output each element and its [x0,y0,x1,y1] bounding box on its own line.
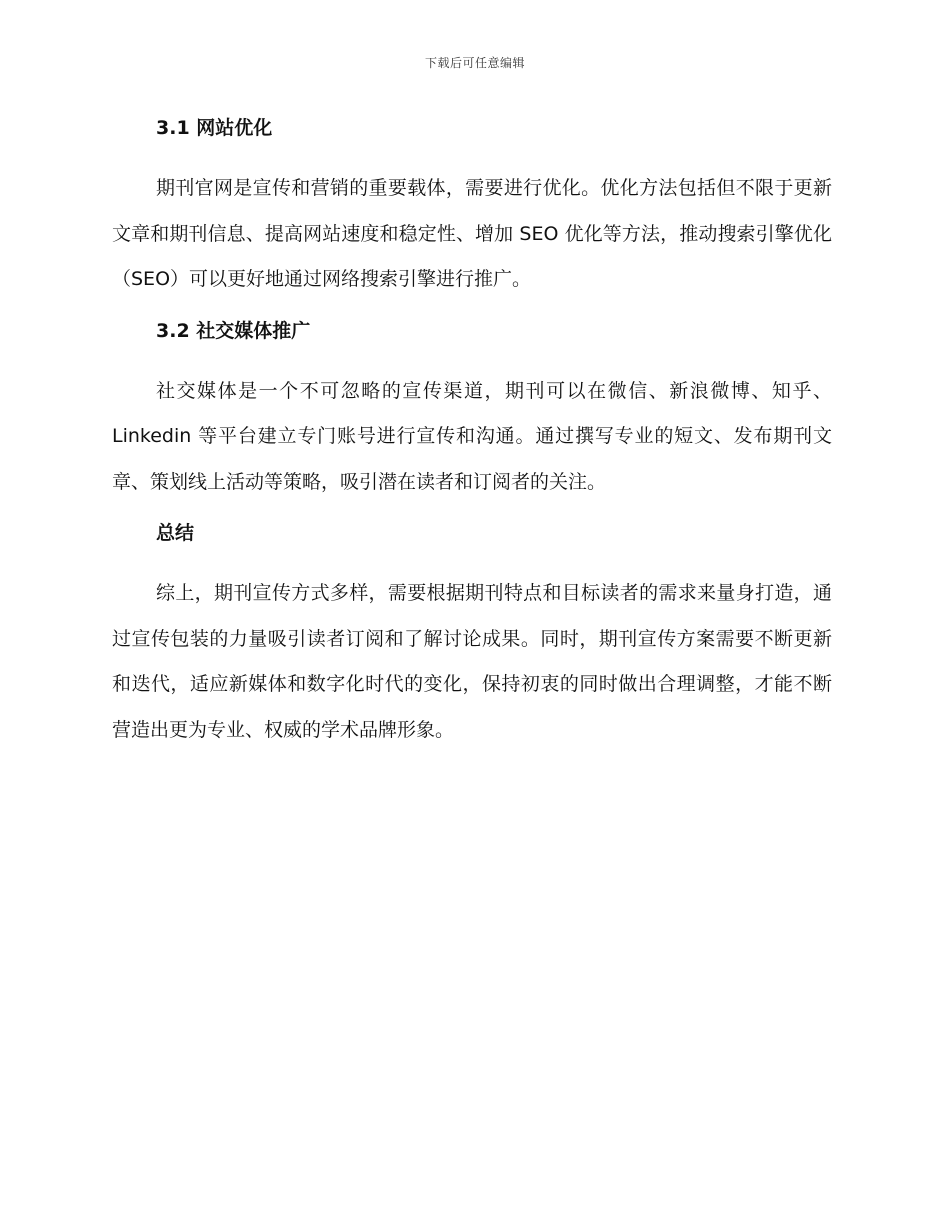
section-paragraph-social-media: 社交媒体是一个不可忽略的宣传渠道，期刊可以在微信、新浪微博、知乎、Linkedin 等平台建立专门账号进行宣传和沟通。通过撰写专业的短文、发布期刊文章、策划线上活动等策略，吸引潜在读者和订阅者的关注。 [112,379,832,493]
header-note: 下载后可任意编辑 [424,56,525,70]
document-body [112,112,832,753]
section-paragraph-website-optimization: 期刊官网是宣传和营销的重要载体，需要进行优化。优化方法包括但不限于更新文章和期刊信息、提高网站速度和稳定性、增加 SEO 优化等方法，推动搜索引擎优化（SEO）可以更好地通过网络搜索引擎进行推广。 [112,177,832,290]
section-paragraph-summary: 综上，期刊宣传方式多样，需要根据期刊特点和目标读者的需求来量身打造，通过宣传包装的力量吸引读者订阅和了解讨论成果。同时，期刊宣传方案需要不断更新和迭代，适应新媒体和数字化时代的变化，保持初衷的同时做出合理调整，才能不断营造出更为专业、权威的学术品牌形象。 [112,582,832,741]
section-heading-website-optimization: 3.1 网站优化 [156,117,273,139]
section-heading-social-media: 3.2 社交媒体推广 [156,319,311,342]
section-heading-summary: 总结 [156,522,195,544]
